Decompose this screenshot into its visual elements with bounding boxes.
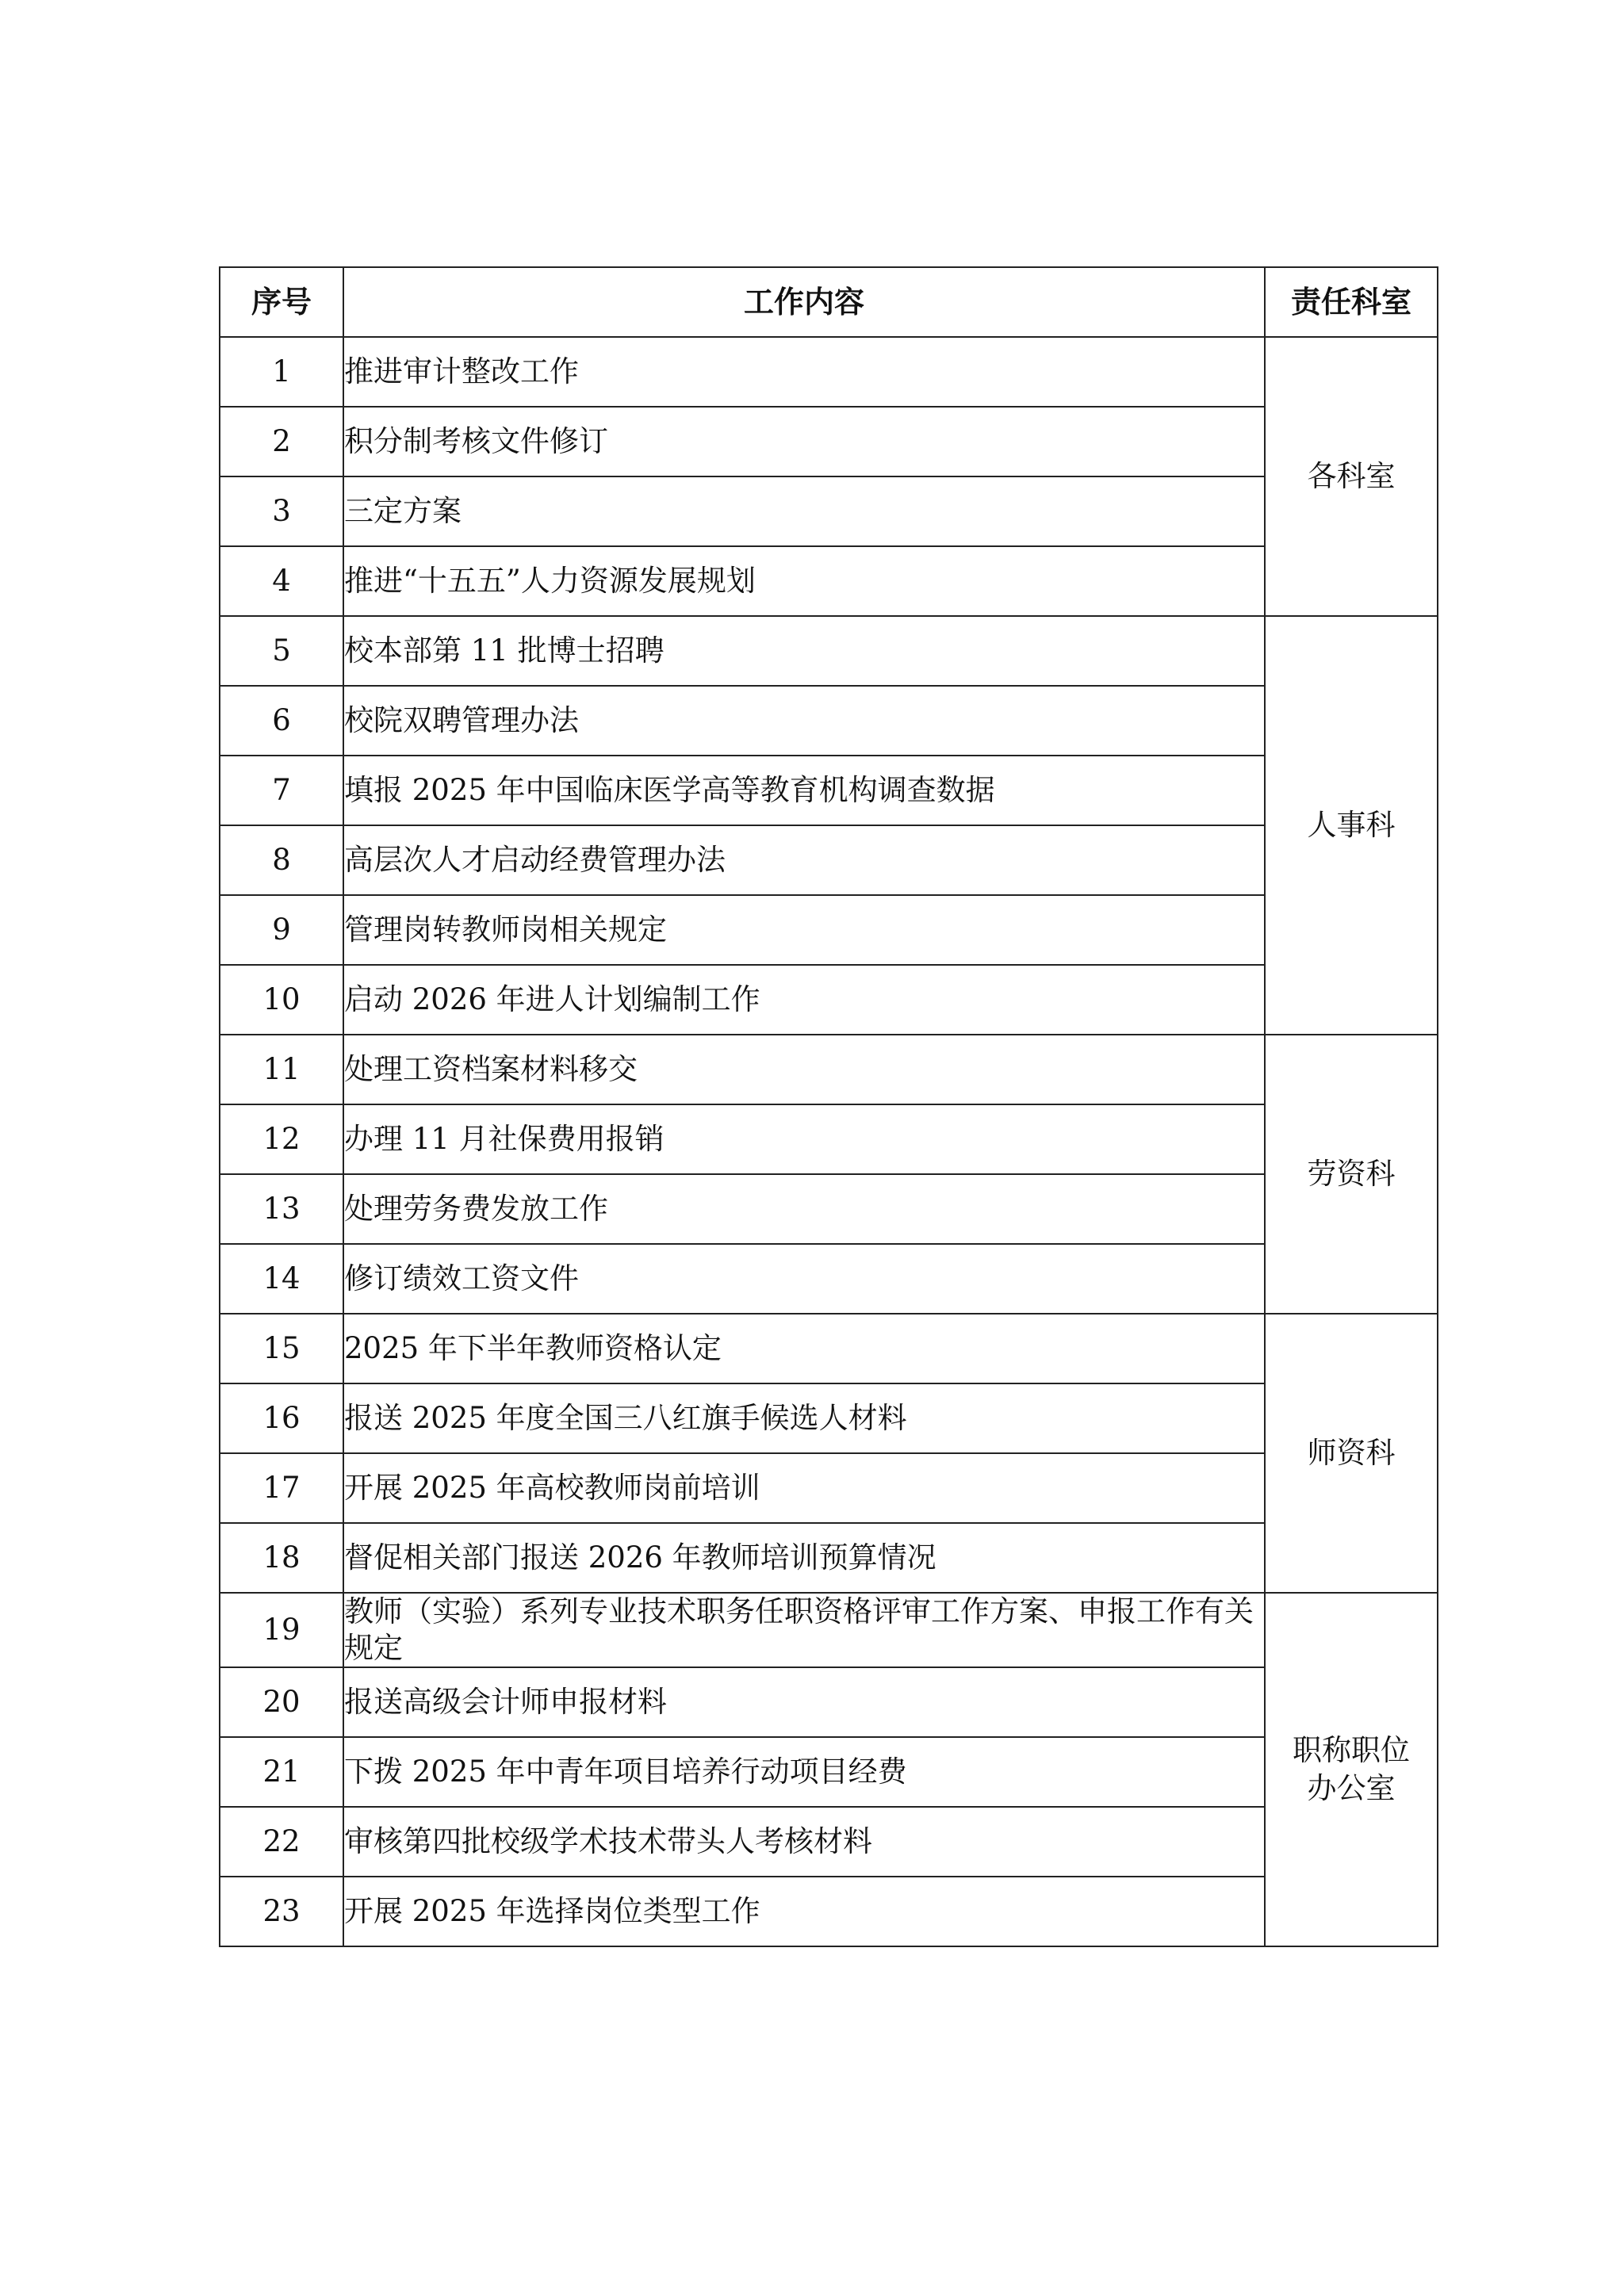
department-name-line: 职称职位 [1293, 1733, 1410, 1767]
header-no: 序号 [220, 267, 343, 337]
row-number: 4 [220, 546, 343, 616]
table-row [220, 1104, 1438, 1174]
row-number: 10 [220, 965, 343, 1035]
row-number: 17 [220, 1453, 343, 1523]
table-row [220, 1035, 1438, 1104]
row-number: 19 [220, 1593, 343, 1667]
table-row [220, 1667, 1438, 1737]
table-header [220, 267, 1438, 337]
task-content: 2025 年下半年教师资格认定 [343, 1314, 1265, 1383]
row-number: 11 [220, 1035, 343, 1104]
department-name-line: 各科室 [1307, 459, 1396, 493]
table-row [220, 1877, 1438, 1946]
row-number: 5 [220, 616, 343, 686]
row-number: 8 [220, 825, 343, 895]
task-content: 开展 2025 年选择岗位类型工作 [343, 1877, 1265, 1946]
row-number: 2 [220, 407, 343, 476]
task-content: 处理工资档案材料移交 [343, 1035, 1265, 1104]
department-name-line: 劳资科 [1307, 1157, 1396, 1191]
table-row [220, 895, 1438, 965]
task-content: 积分制考核文件修订 [343, 407, 1265, 476]
table-row [220, 546, 1438, 616]
task-content: 修订绩效工资文件 [343, 1244, 1265, 1314]
task-content: 校本部第 11 批博士招聘 [343, 616, 1265, 686]
table-row [220, 407, 1438, 476]
table-row [220, 476, 1438, 546]
row-number: 6 [220, 686, 343, 756]
row-number: 15 [220, 1314, 343, 1383]
task-content: 审核第四批校级学术技术带头人考核材料 [343, 1807, 1265, 1877]
department-name-line: 师资科 [1307, 1436, 1396, 1470]
row-number: 18 [220, 1523, 343, 1593]
responsible-department [1265, 1035, 1438, 1314]
row-number: 12 [220, 1104, 343, 1174]
header-dept: 责任科室 [1265, 267, 1438, 337]
table-row [220, 965, 1438, 1035]
responsible-department [1265, 1314, 1438, 1593]
task-content: 三定方案 [343, 476, 1265, 546]
header-row [220, 267, 1438, 337]
task-content: 报送高级会计师申报材料 [343, 1667, 1265, 1737]
table-row [220, 1523, 1438, 1593]
table-row [220, 825, 1438, 895]
row-number: 23 [220, 1877, 343, 1946]
table-row [220, 1807, 1438, 1877]
table-row [220, 337, 1438, 407]
row-number: 14 [220, 1244, 343, 1314]
table-row [220, 1453, 1438, 1523]
table-row [220, 1593, 1438, 1667]
task-content: 填报 2025 年中国临床医学高等教育机构调查数据 [343, 756, 1265, 825]
department-name-line: 办公室 [1307, 1771, 1396, 1805]
row-number: 7 [220, 756, 343, 825]
task-content: 办理 11 月社保费用报销 [343, 1104, 1265, 1174]
task-content: 教师（实验）系列专业技术职务任职资格评审工作方案、申报工作有关规定 [343, 1593, 1265, 1667]
row-number: 20 [220, 1667, 343, 1737]
responsible-department [1265, 1593, 1438, 1946]
department-name-line: 人事科 [1307, 808, 1396, 842]
table-row [220, 616, 1438, 686]
row-number: 16 [220, 1383, 343, 1453]
task-content: 高层次人才启动经费管理办法 [343, 825, 1265, 895]
task-content: 推进“十五五”人力资源发展规划 [343, 546, 1265, 616]
table-row [220, 1383, 1438, 1453]
task-content: 启动 2026 年进人计划编制工作 [343, 965, 1265, 1035]
table-row [220, 756, 1438, 825]
table-row [220, 686, 1438, 756]
header-task: 工作内容 [343, 267, 1265, 337]
table-row [220, 1314, 1438, 1383]
table-row [220, 1174, 1438, 1244]
task-content: 处理劳务费发放工作 [343, 1174, 1265, 1244]
row-number: 9 [220, 895, 343, 965]
task-content: 开展 2025 年高校教师岗前培训 [343, 1453, 1265, 1523]
work-plan-table [219, 266, 1438, 1947]
task-content: 推进审计整改工作 [343, 337, 1265, 407]
task-content: 管理岗转教师岗相关规定 [343, 895, 1265, 965]
responsible-department [1265, 337, 1438, 616]
row-number: 13 [220, 1174, 343, 1244]
task-content: 报送 2025 年度全国三八红旗手候选人材料 [343, 1383, 1265, 1453]
task-content: 督促相关部门报送 2026 年教师培训预算情况 [343, 1523, 1265, 1593]
row-number: 1 [220, 337, 343, 407]
task-content: 下拨 2025 年中青年项目培养行动项目经费 [343, 1737, 1265, 1807]
row-number: 3 [220, 476, 343, 546]
task-content: 校院双聘管理办法 [343, 686, 1265, 756]
row-number: 22 [220, 1807, 343, 1877]
responsible-department [1265, 616, 1438, 1035]
table-body [220, 337, 1438, 1946]
table-row [220, 1244, 1438, 1314]
row-number: 21 [220, 1737, 343, 1807]
table-row [220, 1737, 1438, 1807]
